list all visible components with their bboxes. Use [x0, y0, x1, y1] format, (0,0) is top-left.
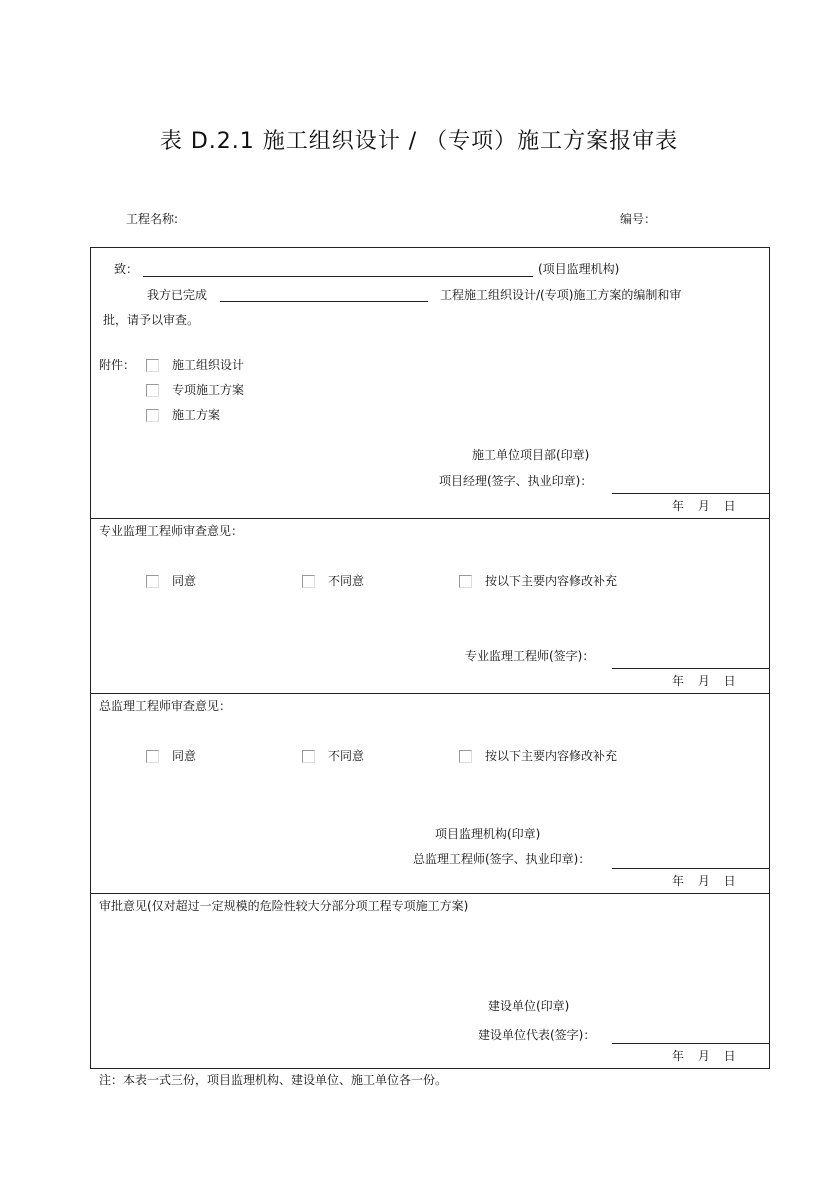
stamp-label: 建设单位(印章)	[488, 999, 570, 1013]
attachment-checkbox-3[interactable]	[146, 409, 159, 422]
statement-prefix: 我方已完成	[147, 288, 208, 302]
revise-checkbox[interactable]	[459, 575, 472, 588]
option-label: 同意	[172, 574, 197, 588]
number-label: 编号：	[620, 212, 657, 226]
statement-suffix: 工程施工组织设计/(专项)施工方案的编制和审	[440, 288, 682, 302]
attachment-label: 专项施工方案	[172, 383, 245, 397]
project-name-label: 工程名称:	[126, 212, 179, 226]
to-suffix: (项目监理机构)	[538, 262, 620, 276]
to-label: 致：	[114, 262, 139, 276]
signature-field[interactable]	[612, 1043, 769, 1044]
option-label: 不同意	[328, 749, 365, 763]
date-label: 年 月 日	[672, 1049, 736, 1063]
date-label: 年 月 日	[672, 874, 736, 888]
stamp-label: 项目监理机构(印章)	[435, 827, 541, 841]
attachment-checkbox-1[interactable]	[146, 359, 159, 372]
option-label: 按以下主要内容修改补充	[485, 574, 618, 588]
signature-field[interactable]	[612, 668, 769, 669]
section-heading: 总监理工程师审查意见：	[99, 699, 232, 713]
section-heading: 审批意见(仅对超过一定规模的危险性较大分部分项工程专项施工方案)	[99, 899, 469, 913]
option-label: 不同意	[328, 574, 365, 588]
signer-label: 总监理工程师(签字、执业印章)：	[413, 852, 591, 866]
agree-checkbox[interactable]	[146, 750, 159, 763]
agree-checkbox[interactable]	[146, 575, 159, 588]
supervision-org-field[interactable]	[143, 276, 533, 277]
option-label: 按以下主要内容修改补充	[485, 749, 618, 763]
divider	[90, 893, 770, 894]
attachments-label: 附件：	[99, 358, 136, 372]
attachment-label: 施工组织设计	[172, 358, 245, 372]
divider	[90, 518, 770, 519]
form-title: 表 D.2.1 施工组织设计 / （专项）施工方案报审表	[159, 129, 679, 154]
divider	[90, 693, 770, 694]
option-label: 同意	[172, 749, 197, 763]
signer-label: 项目经理(签字、执业印章)：	[439, 474, 593, 488]
disagree-checkbox[interactable]	[302, 575, 315, 588]
revise-checkbox[interactable]	[459, 750, 472, 763]
signature-field[interactable]	[612, 868, 769, 869]
statement-line2: 批，请予以审查。	[103, 313, 200, 327]
attachment-checkbox-2[interactable]	[146, 384, 159, 397]
signer-label: 专业监理工程师(签字)：	[465, 649, 595, 663]
footnote: 注：本表一式三份，项目监理机构、建设单位、施工单位各一份。	[99, 1073, 448, 1087]
attachment-label: 施工方案	[172, 408, 221, 422]
disagree-checkbox[interactable]	[302, 750, 315, 763]
section-heading: 专业监理工程师审查意见：	[99, 524, 244, 538]
project-field[interactable]	[220, 301, 428, 302]
stamp-label: 施工单位项目部(印章)	[472, 448, 590, 462]
date-label: 年 月 日	[672, 674, 736, 688]
signature-field[interactable]	[612, 493, 769, 494]
date-label: 年 月 日	[672, 499, 736, 513]
signer-label: 建设单位代表(签字)：	[478, 1028, 596, 1042]
